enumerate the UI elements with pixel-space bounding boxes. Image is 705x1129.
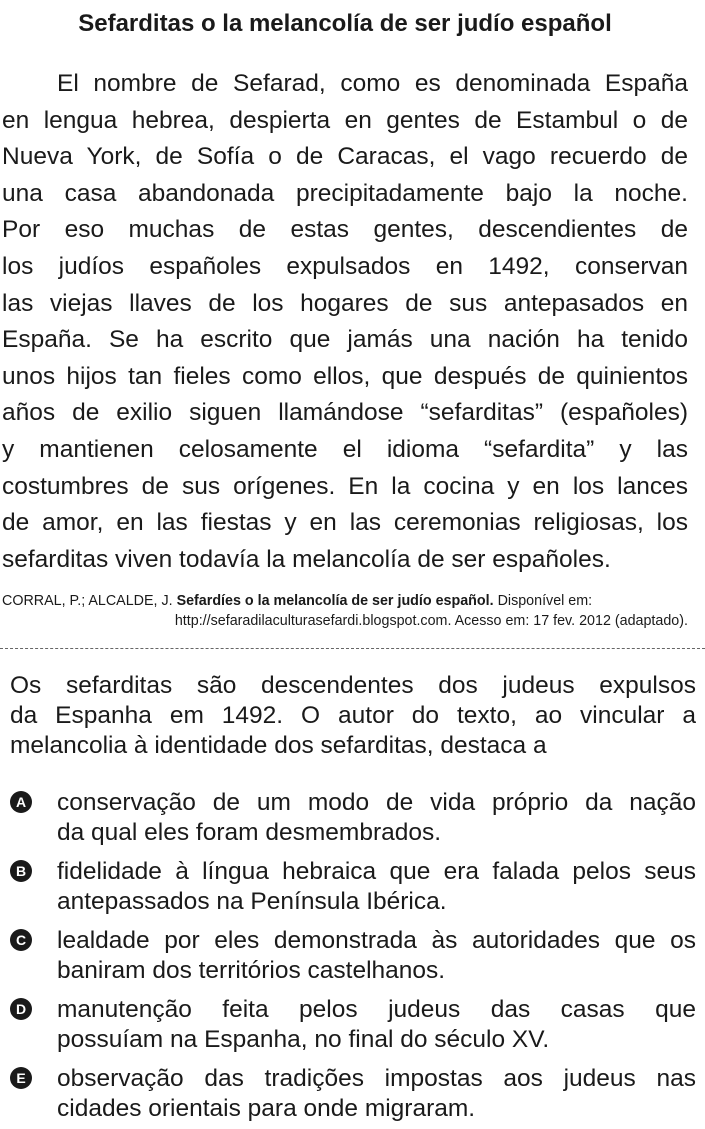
article-line: años de exilio siguen llamándose “sefarditas” (españoles)	[2, 399, 688, 427]
option-text	[57, 1064, 696, 1124]
option-text	[57, 788, 696, 848]
option-line: cidades orientais para onde migraram.	[57, 1095, 476, 1122]
article-line: las viejas llaves de los hogares de sus antepasados en	[2, 289, 688, 317]
article-title: Sefarditas o la melancolía de ser judío español	[78, 10, 612, 37]
option-text	[57, 995, 696, 1055]
article-line: y mantienen celosamente el idioma “sefardita” y las	[2, 435, 688, 463]
option-e[interactable]	[10, 1064, 696, 1124]
option-letter-badge: B	[10, 860, 32, 882]
option-d[interactable]	[10, 995, 696, 1055]
citation-line-1	[2, 592, 688, 612]
option-c[interactable]	[10, 926, 696, 986]
citation-work: Sefardíes o la melancolía de ser judío español.	[176, 593, 494, 609]
article-line: El nombre de Sefarad, como es denominada España	[57, 70, 688, 97]
citation-authors: CORRAL, P.; ALCALDE, J.	[2, 593, 173, 609]
option-letter-badge: C	[10, 929, 32, 951]
option-line: conservação de um modo de vida próprio da nação	[57, 789, 696, 816]
article-line: en lengua hebrea, despierta en gentes de Estambul o de	[2, 106, 688, 134]
article-line: costumbres de sus orígenes. En la cocina y en los lances	[2, 472, 688, 500]
article-line: Nueva York, de Sofía o de Caracas, el vago recuerdo de	[2, 143, 688, 171]
option-a[interactable]	[10, 788, 696, 848]
citation	[2, 592, 688, 631]
article-line: Por eso muchas de estas gentes, descendientes de	[2, 216, 688, 244]
option-text	[57, 857, 696, 917]
option-line: da qual eles foram desmembrados.	[57, 819, 442, 846]
option-text	[57, 926, 696, 986]
article-line: de amor, en las fiestas y en las ceremonias religiosas, los	[2, 509, 688, 537]
section-divider	[0, 648, 705, 649]
option-letter-badge: A	[10, 791, 32, 813]
article-line: España. Se ha escrito que jamás una nación ha tenido	[2, 326, 688, 354]
option-b[interactable]	[10, 857, 696, 917]
option-letter-badge: D	[10, 998, 32, 1020]
question-line: da Espanha em 1492. O autor do texto, ao vincular a	[10, 702, 696, 729]
citation-source: http://sefaradilaculturasefardi.blogspot.com. Acesso em: 17 fev. 2012 (adaptado).	[174, 612, 688, 629]
question-line: melancolia à identidade dos sefarditas, destaca a	[10, 732, 547, 759]
article-line: una casa abandonada precipitadamente bajo la noche.	[2, 179, 688, 207]
article-line: unos hijos tan fieles como ellos, que después de quinientos	[2, 362, 688, 390]
article-line: los judíos españoles expulsados en 1492, conservan	[2, 252, 688, 280]
option-line: fidelidade à língua hebraica que era falada pelos seus	[57, 858, 696, 885]
option-line: baniram dos territórios castelhanos.	[57, 957, 446, 984]
option-line: antepassados na Península Ibérica.	[57, 888, 447, 915]
option-line: possuíam na Espanha, no final do século XV.	[57, 1026, 550, 1053]
question-stem	[10, 671, 696, 761]
option-line: lealdade por eles demonstrada às autoridades que os	[57, 927, 696, 954]
citation-available: Disponível em:	[497, 593, 593, 609]
article-body	[2, 66, 688, 578]
option-letter-badge: E	[10, 1067, 32, 1089]
article-line: sefarditas viven todavía la melancolía de ser españoles.	[2, 545, 611, 573]
option-line: manutenção feita pelos judeus das casas que	[57, 996, 696, 1023]
option-line: observação das tradições impostas aos judeus nas	[57, 1065, 696, 1092]
question-line: Os sefarditas são descendentes dos judeus expulsos	[10, 672, 696, 699]
